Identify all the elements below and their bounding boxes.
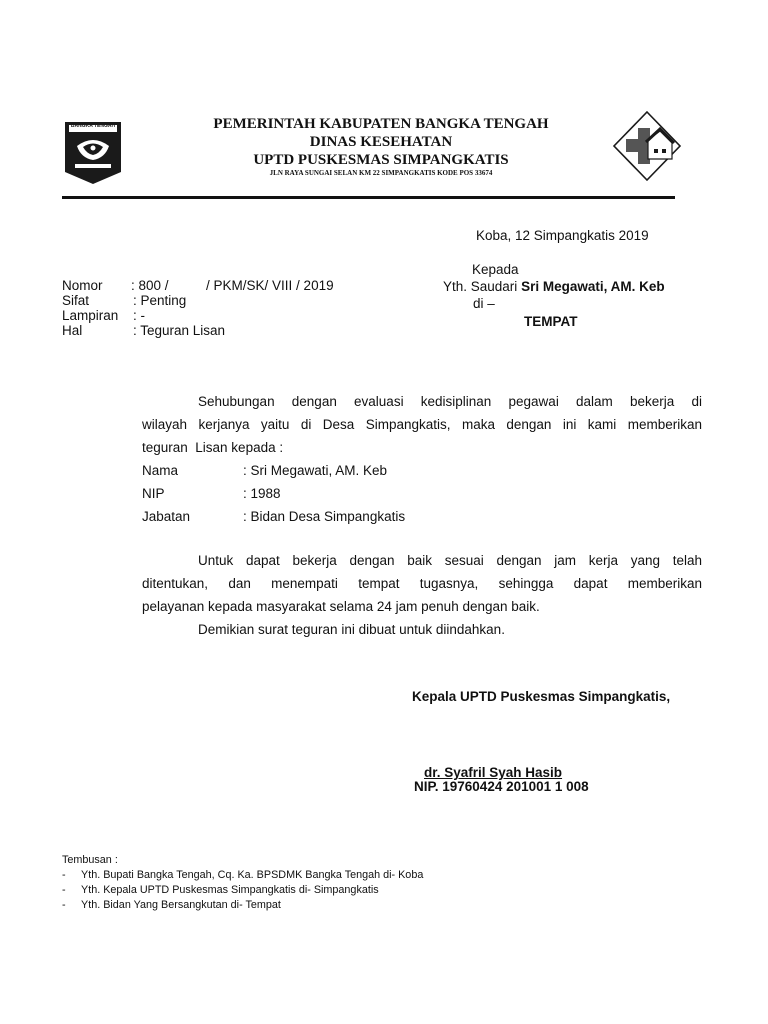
body-p1-line1: Sehubungan dengan evaluasi kedisiplinan pegawai dalam bekerja di bbox=[198, 394, 702, 409]
puskesmas-logo-icon bbox=[612, 111, 682, 181]
meta-nomor-value: : 800 / / PKM/SK/ VIII / 2019 bbox=[131, 278, 334, 293]
recipient-kepada: Kepada bbox=[472, 262, 519, 277]
body-p2-line1: Untuk dapat bekerja dengan baik sesuai dengan jam kerja yang telah bbox=[198, 553, 702, 568]
letter-date: Koba, 12 Simpangkatis 2019 bbox=[476, 228, 649, 243]
recipient-tempat: TEMPAT bbox=[524, 314, 578, 329]
nama-value: : Sri Megawati, AM. Keb bbox=[243, 463, 388, 478]
body-p2-line2: ditentukan, dan menempati tempat tugasnya, sehingga dapat memberikan bbox=[142, 576, 702, 591]
meta-nomor-label: Nomor bbox=[62, 278, 103, 293]
letterhead-line2: DINAS KESEHATAN bbox=[309, 134, 453, 150]
nama-label: Nama bbox=[142, 463, 179, 478]
nip-label: NIP bbox=[142, 486, 165, 501]
left-logo-text: BANGKA TENGAH bbox=[70, 123, 116, 129]
meta-hal-label: Hal bbox=[62, 323, 83, 338]
letterhead-divider bbox=[62, 196, 675, 199]
bangka-tengah-emblem-icon bbox=[63, 120, 123, 186]
meta-lampiran-value: : - bbox=[133, 308, 145, 323]
tembusan-bullet-3: - bbox=[62, 899, 66, 911]
letterhead-line1: PEMERINTAH KABUPATEN BANGKA TENGAH bbox=[213, 116, 549, 132]
meta-hal-value: : Teguran Lisan bbox=[133, 323, 226, 338]
body-p1-line3: teguran Lisan kepada : bbox=[142, 440, 284, 455]
signature-nip: NIP. 19760424 201001 1 008 bbox=[414, 779, 589, 794]
meta-sifat-value: : Penting bbox=[133, 293, 187, 308]
tembusan-bullet-2: - bbox=[62, 884, 66, 896]
letterhead-line3: UPTD PUSKESMAS SIMPANGKATIS bbox=[253, 152, 509, 168]
tembusan-item-1: Yth. Bupati Bangka Tengah, Cq. Ka. BPSDMK Bangka Tengah di- Koba bbox=[81, 869, 424, 881]
meta-sifat-label: Sifat bbox=[62, 293, 90, 308]
letterhead-address: JLN RAYA SUNGAI SELAN KM 22 SIMPANGKATIS KODE POS 33674 bbox=[269, 169, 493, 177]
tembusan-bullet-1: - bbox=[62, 869, 66, 881]
recipient-di: di – bbox=[473, 296, 495, 311]
signature-title: Kepala UPTD Puskesmas Simpangkatis, bbox=[412, 689, 671, 704]
body-p1-line2: wilayah kerjanya yaitu di Desa Simpangkatis, maka dengan ini kami memberikan bbox=[142, 417, 702, 432]
jabatan-label: Jabatan bbox=[142, 509, 191, 524]
tembusan-item-2: Yth. Kepala UPTD Puskesmas Simpangkatis di- Simpangkatis bbox=[81, 884, 379, 896]
jabatan-value: : Bidan Desa Simpangkatis bbox=[243, 509, 406, 524]
recipient-name: Sri Megawati, AM. Keb bbox=[521, 279, 665, 294]
signature-name: dr. Syafril Syah Hasib bbox=[424, 765, 563, 780]
body-p2-line3: pelayanan kepada masyarakat selama 24 jam penuh dengan baik. bbox=[142, 599, 540, 614]
recipient-yth bbox=[443, 279, 665, 294]
tembusan-item-3: Yth. Bidan Yang Bersangkutan di- Tempat bbox=[81, 899, 281, 911]
nip-value: : 1988 bbox=[243, 486, 281, 501]
body-p3: Demikian surat teguran ini dibuat untuk diindahkan. bbox=[198, 622, 505, 637]
recipient-yth-label: Yth. Saudari bbox=[443, 279, 518, 294]
meta-lampiran-label: Lampiran bbox=[62, 308, 119, 323]
tembusan-label: Tembusan : bbox=[62, 854, 118, 866]
